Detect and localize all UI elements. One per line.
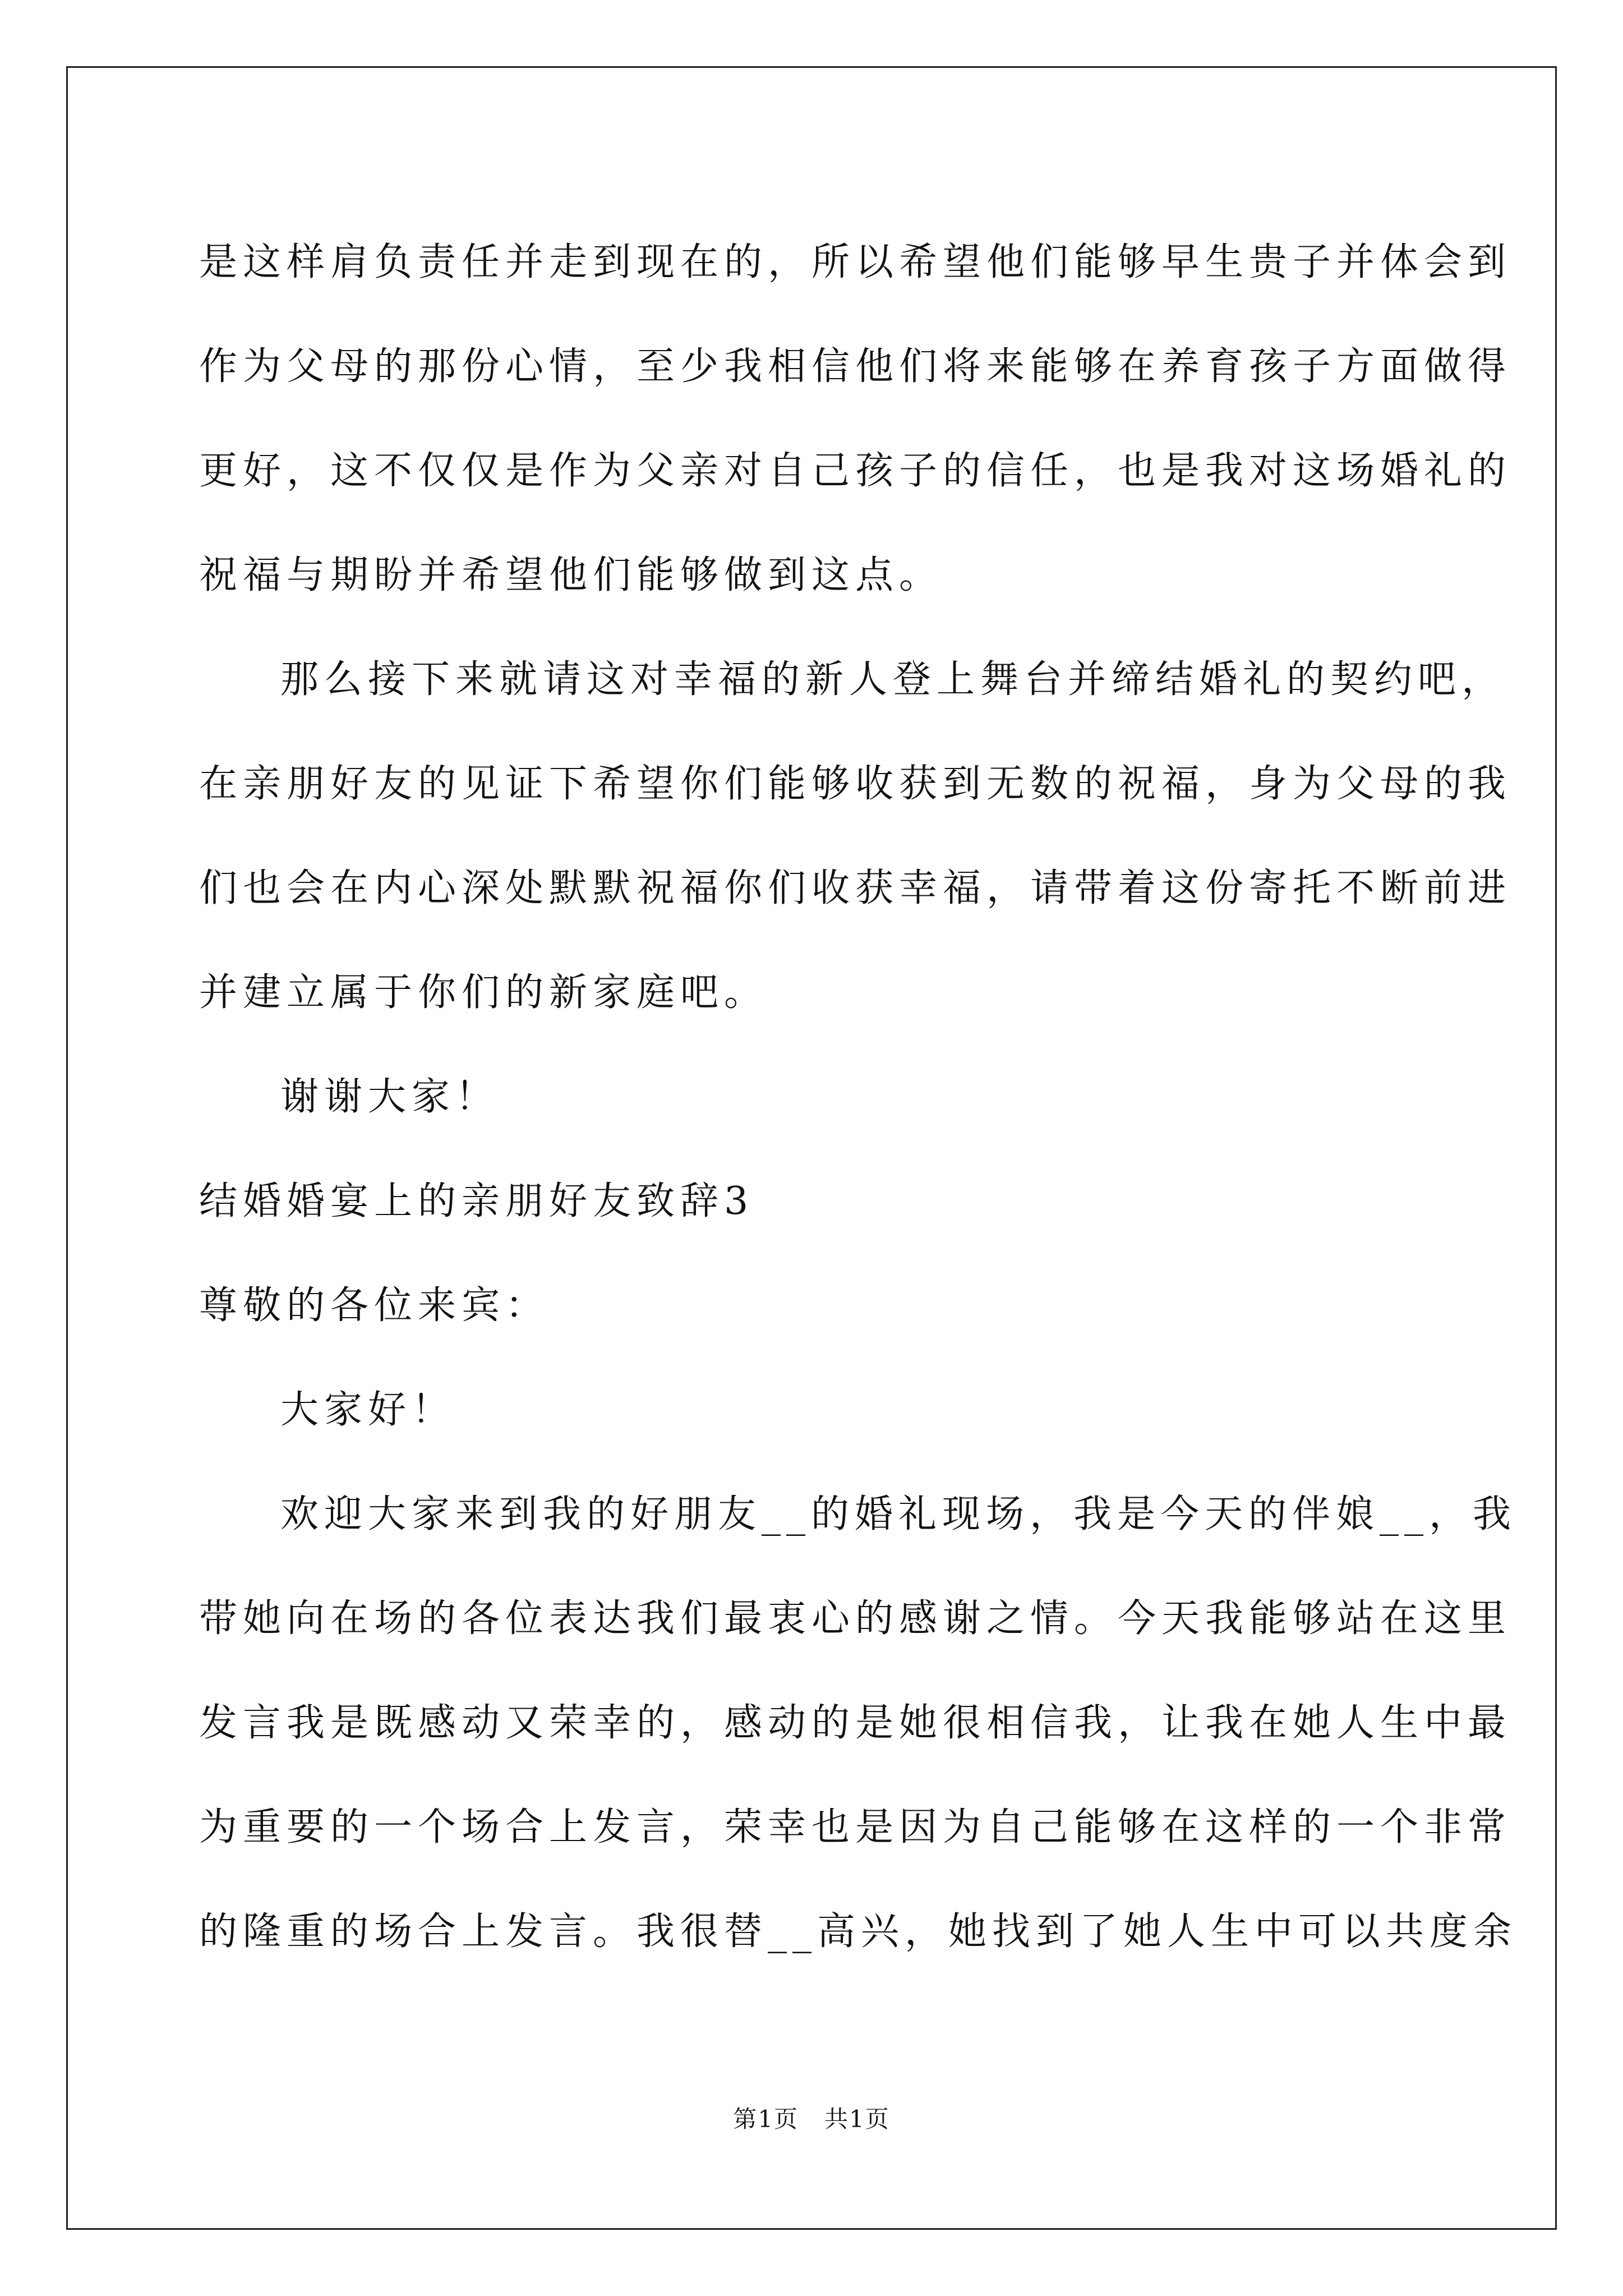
paragraph-line: 们也会在内心深处默默祝福你们收获幸福，请带着这份寄托不断前进 xyxy=(199,866,1512,910)
paragraph-line: 带她向在场的各位表达我们最衷心的感谢之情。今天我能够站在这里 xyxy=(199,1596,1512,1641)
paragraph-line: 的隆重的场合上发言。我很替__高兴，她找到了她人生中可以共度余 xyxy=(199,1910,1518,1954)
paragraph-line: 发言我是既感动又荣幸的，感动的是她很相信我，让我在她人生中最 xyxy=(199,1701,1512,1745)
thanks-line: 谢谢大家！ xyxy=(280,1075,500,1119)
document-body xyxy=(199,210,1518,1984)
paragraph-line: 是这样肩负责任并走到现在的，所以希望他们能够早生贵子并体会到 xyxy=(199,240,1512,284)
paragraph-line: 为重要的一个场合上发言，荣幸也是因为自己能够在这样的一个非常 xyxy=(199,1805,1512,1849)
paragraph-line: 那么接下来就请这对幸福的新人登上舞台并缔结婚礼的契约吧， xyxy=(280,657,1506,702)
paragraph-line: 并建立属于你们的新家庭吧。 xyxy=(199,970,768,1015)
paragraph-line: 作为父母的那份心情，至少我相信他们将来能够在养育孩子方面做得 xyxy=(199,344,1512,389)
page-footer: 第1页 共1页 xyxy=(733,2105,890,2133)
paragraph-line: 在亲朋好友的见证下希望你们能够收获到无数的祝福，身为父母的我 xyxy=(199,762,1512,806)
paragraph-line: 祝福与期盼并希望他们能够做到这点。 xyxy=(199,553,943,597)
greeting: 大家好！ xyxy=(280,1388,456,1432)
paragraph-line: 欢迎大家来到我的好朋友__的婚礼现场，我是今天的伴娘__，我 xyxy=(280,1492,1517,1536)
salutation: 尊敬的各位来宾： xyxy=(199,1283,550,1328)
section-title: 结婚婚宴上的亲朋好友致辞3 xyxy=(199,1179,754,1223)
paragraph-line: 更好，这不仅仅是作为父亲对自己孩子的信任，也是我对这场婚礼的 xyxy=(199,449,1512,493)
